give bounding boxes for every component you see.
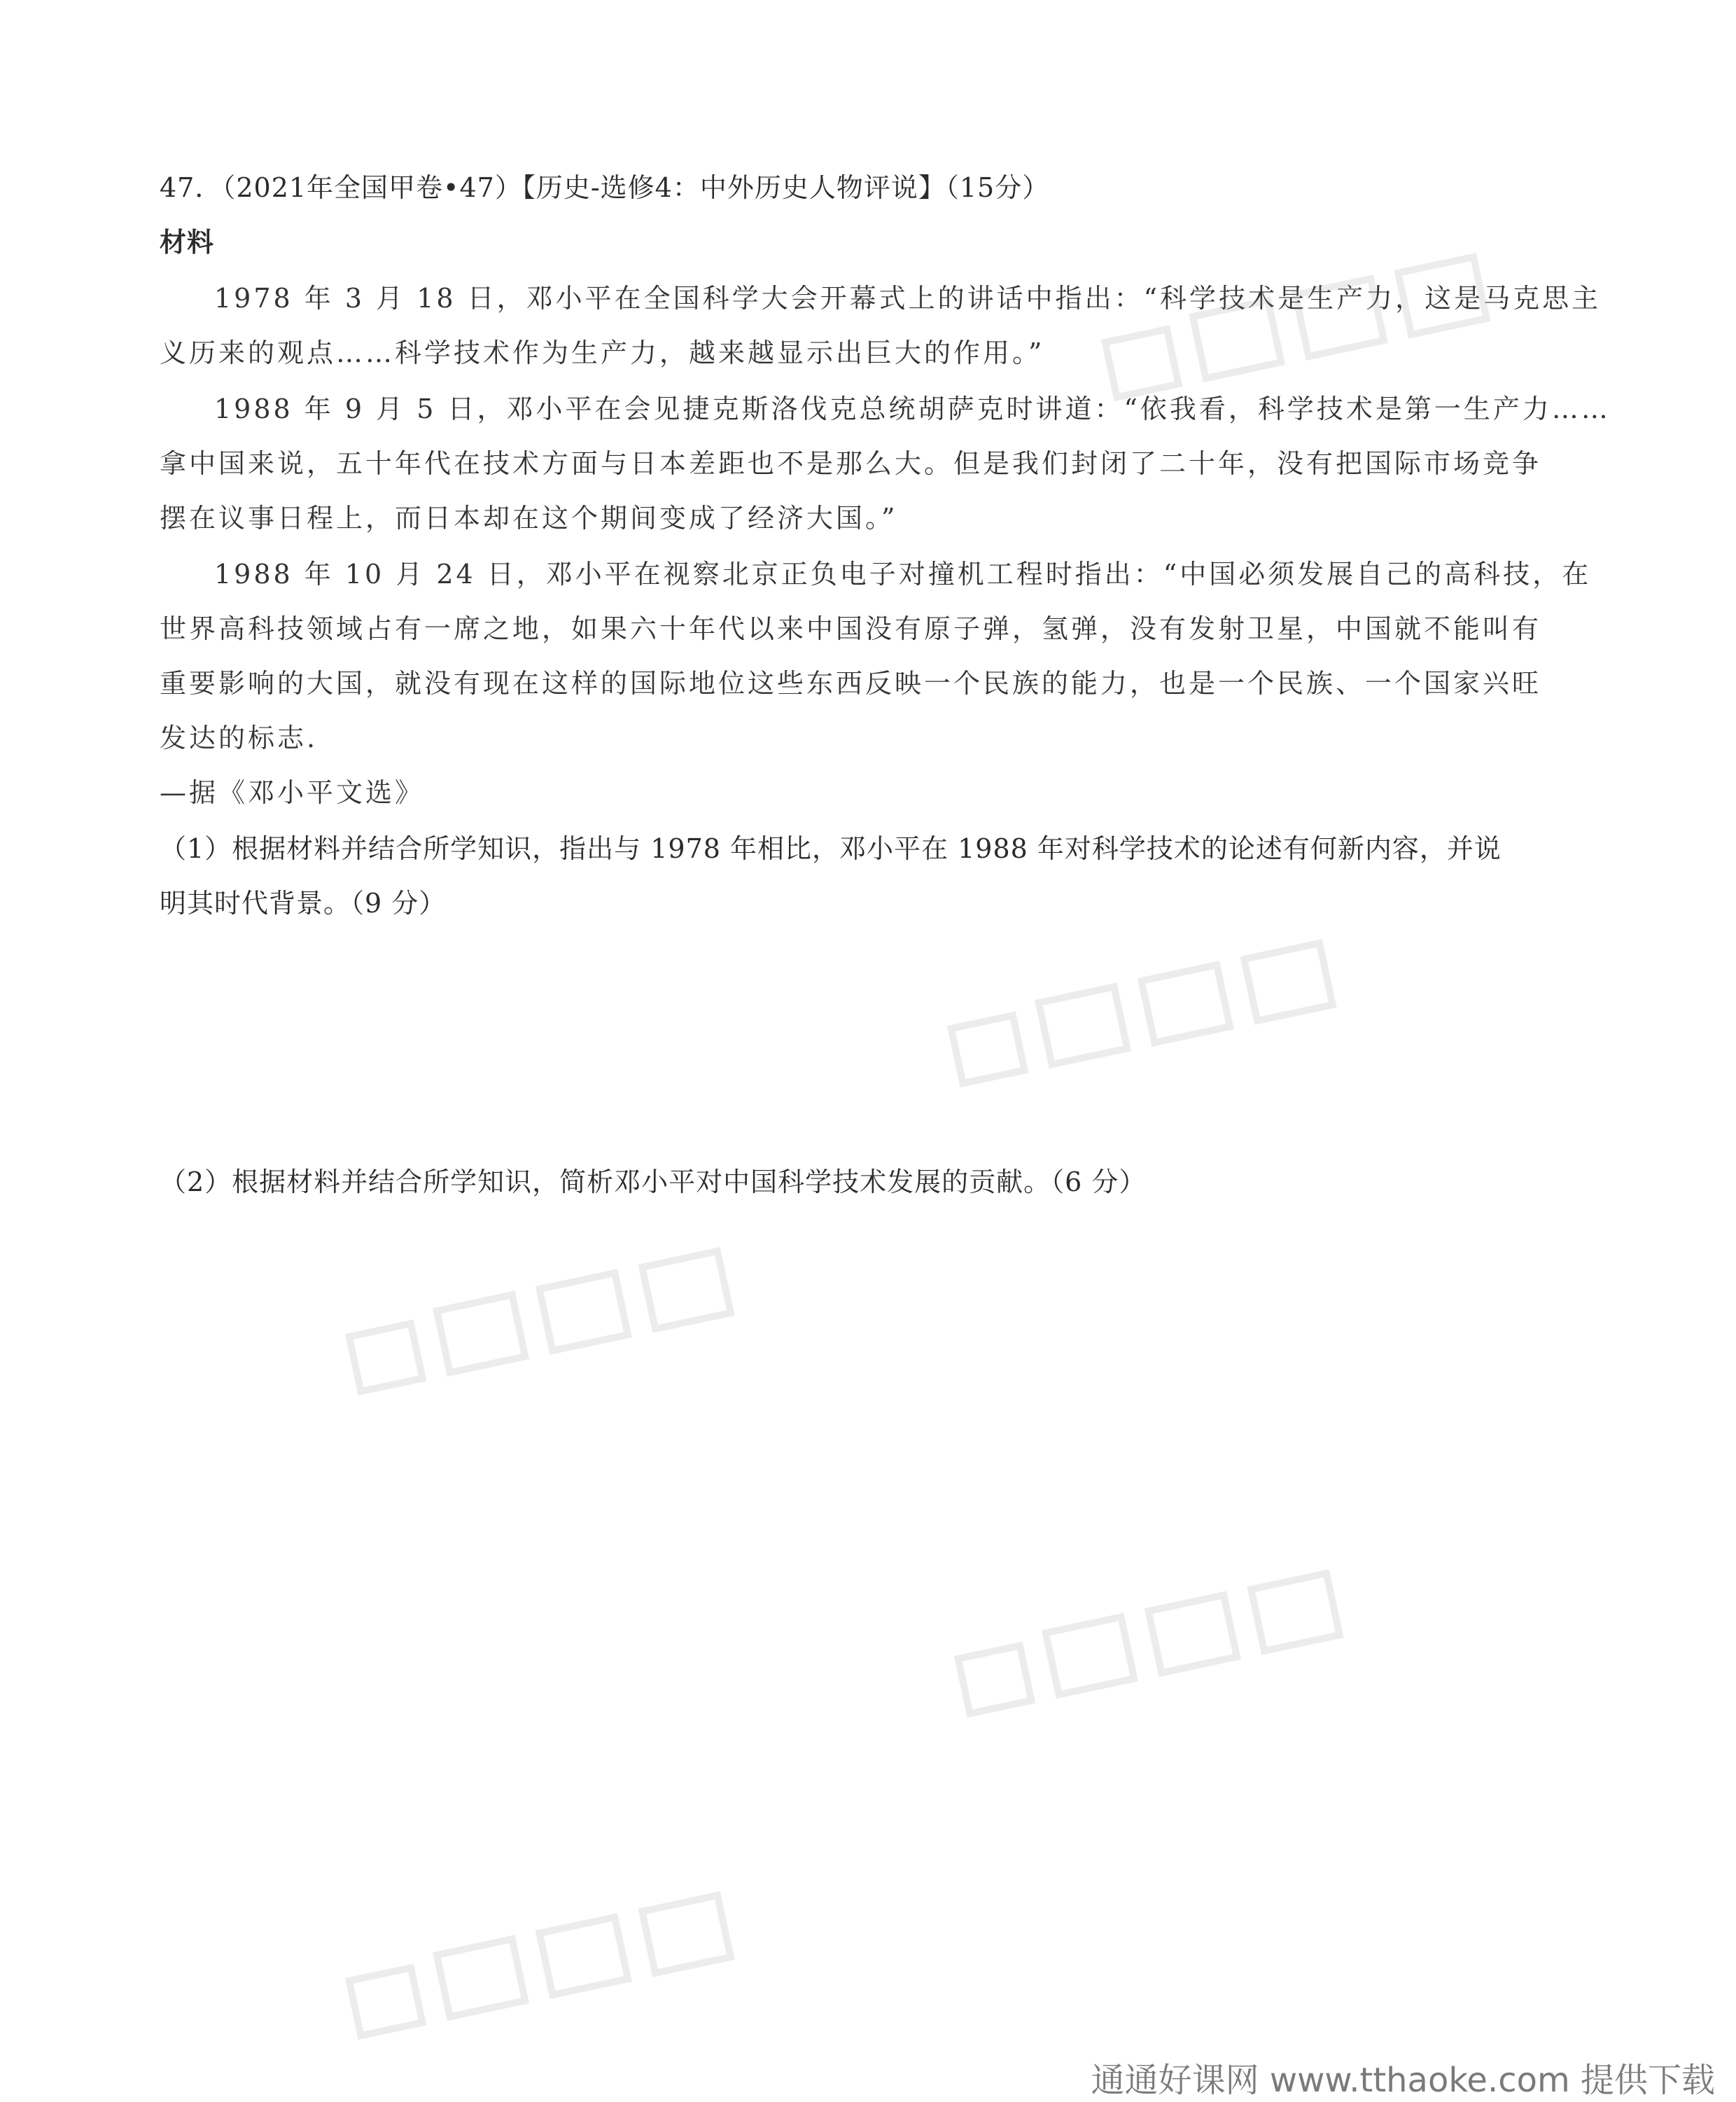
watermark-logo (926, 1551, 1383, 1733)
source-citation: —据《邓小平文选》 (160, 777, 425, 808)
paragraph-3-line-4: 发达的标志. (160, 723, 318, 753)
watermark-logo (317, 1873, 774, 2055)
watermark-logo (919, 921, 1376, 1103)
paragraph-2-line-1: 1988 年 9 月 5 日，邓小平在会见捷克斯洛伐克总统胡萨克时讲道：“依我看，科学技术是第一生产力…… (214, 394, 1611, 424)
question-header: 47．（2021年全国甲卷•47）【历史-选修4：中外历史人物评说】（15分） (160, 172, 1050, 203)
paragraph-1-line-1: 1978 年 3 月 18 日，邓小平在全国科学大会开幕式上的讲话中指出：“科学技术是生产力，这是马克思主 (214, 283, 1602, 314)
watermark-logo (317, 1229, 774, 1411)
paragraph-3-line-2: 世界高科技领域占有一席之地，如果六十年代以来中国没有原子弹，氢弹，没有发射卫星，中国就不能叫有 (160, 613, 1542, 644)
sub-question-1-line-1: （1）根据材料并结合所学知识，指出与 1978 年相比，邓小平在 1988 年对科学技术的论述有何新内容，并说 (160, 833, 1502, 864)
paragraph-2-line-3: 摆在议事日程上，而日本却在这个期间变成了经济大国。” (160, 503, 898, 534)
sub-question-2-line-1: （2）根据材料并结合所学知识，简析邓小平对中国科学技术发展的贡献。（6 分） (160, 1167, 1147, 1197)
paragraph-1-line-2: 义历来的观点……科学技术作为生产力，越来越显示出巨大的作用。” (160, 337, 1045, 368)
download-credit-footer: 通通好课网 www.tthaoke.com 提供下载 (1091, 2061, 1715, 2100)
material-title: 材料 (160, 227, 215, 258)
paragraph-3-line-3: 重要影响的大国，就没有现在这样的国际地位这些东西反映一个民族的能力，也是一个民族、一个国家兴旺 (160, 668, 1542, 699)
paragraph-3-line-1: 1988 年 10 月 24 日，邓小平在视察北京正负电子对撞机工程时指出：“中国必须发展自己的高科技，在 (214, 559, 1592, 590)
paragraph-2-line-2: 拿中国来说，五十年代在技术方面与日本差距也不是那么大。但是我们封闭了二十年，没有把国际市场竞争 (160, 448, 1542, 479)
sub-question-1-line-2: 明其时代背景。（9 分） (160, 888, 447, 919)
